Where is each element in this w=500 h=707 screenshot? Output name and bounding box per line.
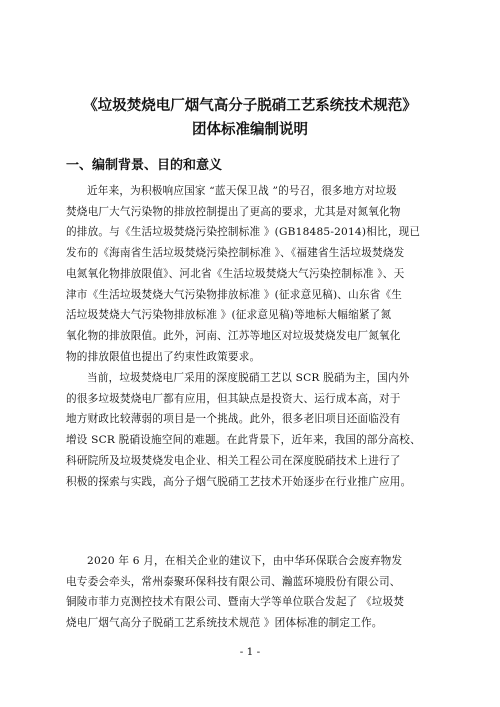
paragraph-line: 物的排放限值也提出了约束性政策要求。 <box>66 350 261 363</box>
paragraph-line: 近年来，为积极响应国家 “蓝天保卫战 ”的号召，很多地方对垃圾 <box>87 185 397 197</box>
paragraph-background <box>66 181 441 367</box>
paragraph-line: 科研院所及垃圾焚烧发电企业、相关工程公司在深度脱硝技术上进行了 <box>66 454 401 467</box>
paragraph-line: 当前，垃圾焚烧电厂采用的深度脱硝工艺以 SCR 脱硝为主，国内外 <box>87 372 410 384</box>
paragraph-line: 电氮氧化物排放限值》、河北省《生活垃圾焚烧大气污染控制标准 》、天 <box>66 267 405 280</box>
paragraph-line: 烧电厂烟气高分子脱硝工艺系统技术规范 》团体标准的制定工作。 <box>66 617 383 630</box>
paragraph-line: 铜陵市菲力克测控技术有限公司、暨南大学等单位联合发起了 《垃圾焚 <box>66 596 405 609</box>
paragraph-line: 积极的探索与实践，高分子烟气脱硝工艺技术开始逐步在行业推广应用。 <box>66 475 412 488</box>
paragraph-line: 的排放。与《生活垃圾焚烧污染控制标准 》(GB18485-2014)相比，现已 <box>66 226 421 239</box>
paragraph-current-status <box>66 368 441 492</box>
paragraph-line: 活垃圾焚烧大气污染物排放标准 》(征求意见稿)等地标大幅缩紧了氮 <box>66 309 392 322</box>
paragraph-line: 发布的《海南省生活垃圾焚烧污染控制标准 》、《福建省生活垃圾焚烧发 <box>66 247 405 260</box>
document-title: 《垃圾焚烧电厂烟气高分子脱硝工艺系统技术规范》 <box>83 97 417 114</box>
paragraph-line: 增设 SCR 脱硝设施空间的难题。在此背景下，近年来，我国的部分高校、 <box>66 434 421 447</box>
document-subtitle: 团体标准编制说明 <box>192 121 308 138</box>
paragraph-line: 2020 年 6 月，在相关企业的建议下，由中华环保联合会废弃物发 <box>87 555 403 567</box>
paragraph-line: 氧化物的排放限值。此外，河南、江苏等地区对垃圾焚烧发电厂氮氧化 <box>66 329 401 342</box>
paragraph-line: 地方财政比较薄弱的项目是一个挑战。此外，很多老旧项目还面临没有 <box>66 413 401 426</box>
section-heading: 一、编制背景、目的和意义 <box>66 158 223 173</box>
paragraph-line: 津市《生活垃圾焚烧大气污染物排放标准 》(征求意见稿)、山东省《生 <box>66 288 403 301</box>
page-number: - 1 - <box>239 646 261 658</box>
paragraph-initiation <box>66 551 441 634</box>
paragraph-line: 焚烧电厂大气污染物的排放控制提出了更高的要求，尤其是对氮氧化物 <box>66 205 401 218</box>
paragraph-line: 的很多垃圾焚烧电厂都有应用，但其缺点是投资大、运行成本高，对于 <box>66 392 401 405</box>
paragraph-line: 电专委会牵头，常州泰聚环保科技有限公司、瀚蓝环境股份有限公司、 <box>66 575 401 588</box>
